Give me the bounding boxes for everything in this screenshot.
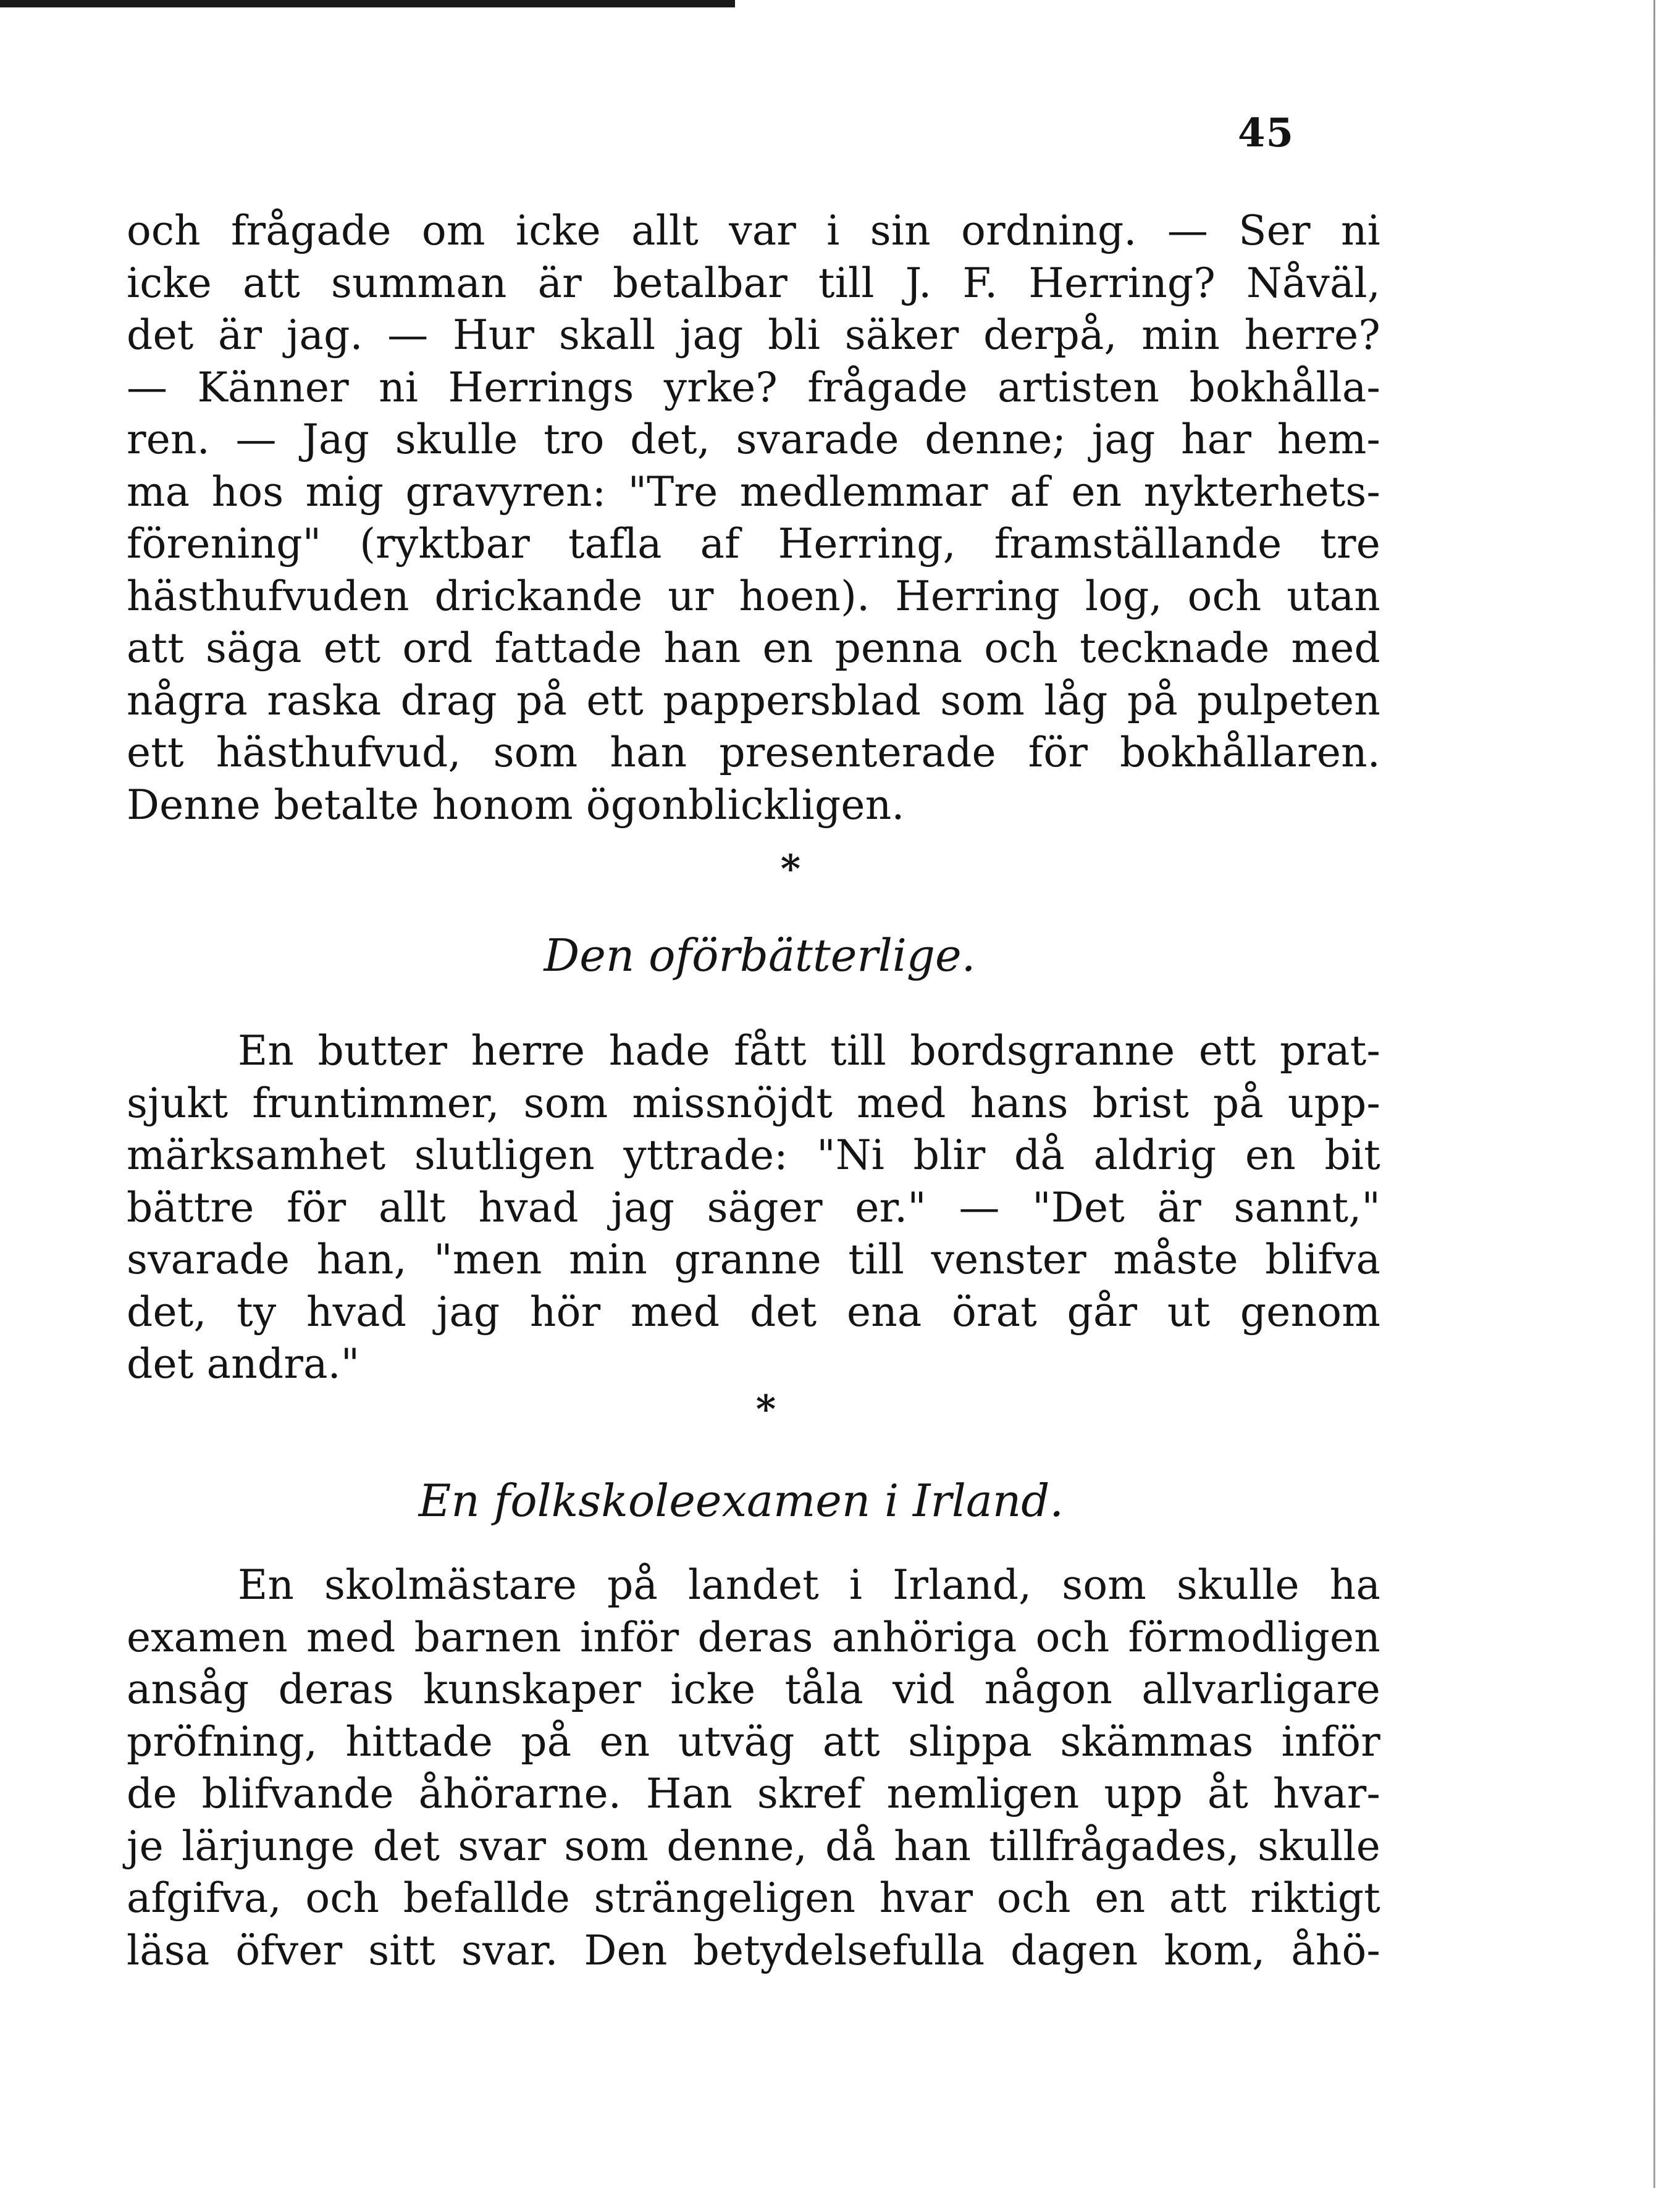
- text-line: ansåg deras kunskaper icke tåla vid någon allvarligare: [127, 1666, 1380, 1713]
- book-page: [127, 0, 1380, 2188]
- text-line: ma hos mig gravyren: "Tre medlemmar af en nykterhets-: [127, 467, 1380, 516]
- page-number: 45: [1237, 110, 1294, 156]
- text-line: det, ty hvad jag hör med det ena örat går ut genom: [127, 1288, 1380, 1336]
- text-line: förening" (ryktbar tafla af Herring, framställande tre: [127, 520, 1380, 568]
- text-line: bättre för allt hvad jag säger er." — "Det är sannt,": [127, 1183, 1380, 1231]
- text-line: de blifvande åhörarne. Han skref nemligen upp åt hvar-: [127, 1770, 1380, 1817]
- text-line: En butter herre hade fått till bordsgranne ett prat-: [238, 1027, 1380, 1075]
- text-line: pröfning, hittade på en utväg att slippa skämmas inför: [127, 1717, 1380, 1766]
- text-line: En skolmästare på landet i Irland, som skulle ha: [238, 1561, 1380, 1609]
- paragraph-herring: [127, 205, 1380, 831]
- section-separator-asterisk: *: [780, 846, 801, 891]
- section-heading: Den oförbätterlige.: [544, 929, 976, 981]
- text-line: — Känner ni Herrings yrke? frågade artisten bokhålla-: [127, 363, 1380, 411]
- text-line: examen med barnen inför deras anhöriga och förmodligen: [127, 1613, 1380, 1661]
- text-line: svarade han, "men min granne till venster måste blifva: [127, 1236, 1380, 1283]
- text-line: läsa öfver sitt svar. Den betydelsefulla dagen kom, åhö-: [127, 1926, 1380, 1974]
- section-heading: En folkskoleexamen i Irland.: [418, 1475, 1064, 1527]
- text-line: je lärjunge det svar som denne, då han tillfrågades, skulle: [127, 1822, 1380, 1870]
- text-line: det är jag. — Hur skall jag bli säker derpå, min herre?: [127, 311, 1380, 359]
- text-line: och frågade om icke allt var i sin ordning. — Ser ni: [127, 207, 1380, 254]
- text-line: ren. — Jag skulle tro det, svarade denne; jag har hem-: [127, 416, 1380, 463]
- paragraph-folkskoleexamen: [127, 1559, 1380, 1977]
- text-line: hästhufvuden drickande ur hoen). Herring log, och utan: [127, 572, 1380, 620]
- paragraph-oforbatterlige: [127, 1025, 1380, 1391]
- text-line: Denne betalte honom ögonblickligen.: [127, 781, 905, 829]
- text-line: sjukt fruntimmer, som missnöjdt med hans brist på upp-: [127, 1079, 1380, 1127]
- section-separator-asterisk: *: [755, 1386, 776, 1431]
- page-edge-shadow: [1653, 0, 1655, 2188]
- text-line: ett hästhufvud, som han presenterade för bokhållaren.: [127, 729, 1380, 776]
- text-line: icke att summan är betalbar till J. F. Herring? Nåväl,: [127, 259, 1380, 307]
- text-line: afgifva, och befallde strängeligen hvar och en att riktigt: [127, 1874, 1380, 1922]
- text-line: märksamhet slutligen yttrade: "Ni blir då aldrig en bit: [127, 1131, 1380, 1179]
- text-line: det andra.": [127, 1340, 360, 1388]
- text-line: några raska drag på ett pappersblad som låg på pulpeten: [127, 676, 1380, 724]
- text-line: att säga ett ord fattade han en penna och tecknade med: [127, 624, 1380, 672]
